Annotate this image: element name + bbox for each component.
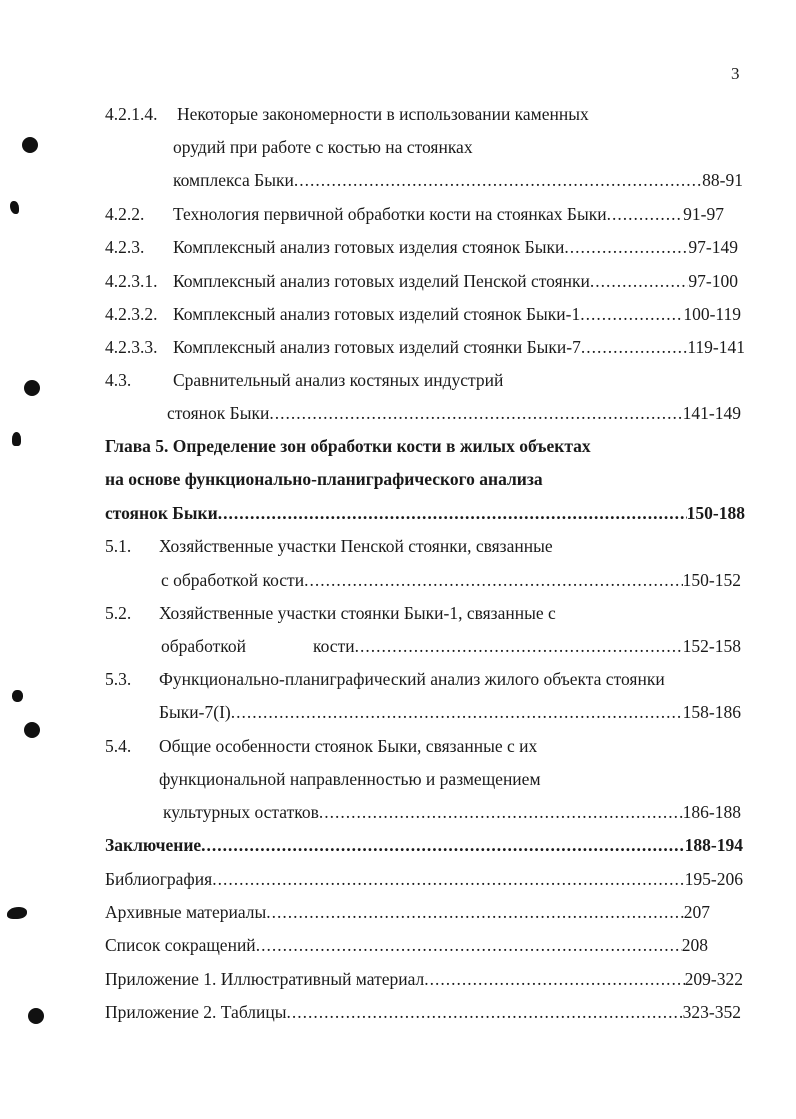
toc-entry-4-3	[105, 367, 503, 393]
toc-entry-appendix-2	[105, 999, 741, 1025]
toc-title: Комплексный анализ готовых изделий стоянки Быки-7	[173, 337, 581, 357]
toc-title: Сравнительный анализ костяных индустрий	[173, 370, 504, 390]
toc-entry-4-2-3-2	[105, 301, 741, 327]
toc-leader	[294, 167, 702, 193]
toc-page: 158-186	[682, 702, 741, 722]
toc-page: 97-100	[688, 271, 738, 291]
scan-mark	[12, 690, 23, 702]
toc-number: 5.4.	[105, 736, 132, 756]
toc-number: 4.2.2.	[105, 204, 145, 224]
toc-line	[161, 567, 741, 593]
toc-leader	[564, 234, 688, 260]
toc-page: 195-206	[684, 869, 743, 889]
toc-line	[163, 799, 741, 825]
toc-page: 97-149	[688, 237, 738, 257]
chapter-5-title-cont	[105, 466, 543, 492]
toc-title: Некоторые закономерности в использовании каменных	[177, 104, 589, 124]
punch-hole-mark	[24, 380, 40, 396]
toc-title: Технология первичной обработки кости на стоянках Быки	[173, 204, 607, 224]
punch-hole-mark	[24, 722, 40, 738]
toc-title: культурных остатков	[163, 802, 319, 822]
toc-leader	[287, 999, 683, 1025]
toc-entry-4-2-2	[105, 201, 724, 227]
toc-title: комплекса Быки	[173, 170, 294, 190]
toc-leader	[212, 866, 684, 892]
punch-hole-mark	[28, 1008, 44, 1024]
toc-leader	[580, 301, 683, 327]
toc-title: Быки-7(I)	[159, 702, 231, 722]
chapter-5-title-end	[105, 500, 745, 526]
scan-mark	[7, 907, 27, 919]
toc-title: Приложение 1. Иллюстративный материал	[105, 969, 425, 989]
toc-leader	[355, 633, 683, 659]
toc-number: 5.2.	[105, 603, 132, 623]
toc-title: орудий при работе с костью на стоянках	[173, 137, 473, 157]
toc-title: с обработкой кости	[161, 570, 305, 590]
toc-title: на основе функционально-планиграфического анализа	[105, 469, 543, 489]
toc-number: 4.3.	[105, 370, 132, 390]
toc-entry-conclusion	[105, 832, 743, 858]
toc-leader	[256, 932, 682, 958]
toc-line	[173, 167, 743, 193]
toc-line	[167, 400, 741, 426]
toc-title: Список сокращений	[105, 935, 256, 955]
toc-page: 150-152	[682, 570, 741, 590]
toc-leader	[304, 567, 683, 593]
toc-title: Заключение	[105, 835, 202, 855]
toc-entry-4-2-1-4	[105, 101, 589, 127]
toc-title: Хозяйственные участки Пенской стоянки, связанные	[159, 536, 553, 556]
toc-number: 4.2.3.1.	[105, 271, 158, 291]
toc-line	[173, 134, 473, 160]
toc-page: 150-188	[686, 503, 745, 523]
toc-title: Хозяйственные участки стоянки Быки-1, связанные с	[159, 603, 556, 623]
toc-line	[159, 766, 541, 792]
toc-page: 88-91	[702, 170, 743, 190]
toc-line	[159, 699, 741, 725]
toc-line	[161, 633, 741, 659]
toc-page: 323-352	[682, 1002, 741, 1022]
toc-title: Комплексный анализ готовых изделий стоянок Быки-1	[173, 304, 581, 324]
toc-title: обработкой	[161, 636, 246, 656]
toc-leader	[269, 400, 682, 426]
toc-page: 209-322	[684, 969, 743, 989]
toc-leader	[201, 832, 685, 858]
toc-page: 91-97	[683, 204, 724, 224]
toc-page: 119-141	[687, 337, 745, 357]
toc-entry-5-2	[105, 600, 556, 626]
toc-leader	[218, 500, 687, 526]
toc-title: Комплексный анализ готовых изделий Пенской стоянки	[173, 271, 590, 291]
toc-page: 141-149	[682, 403, 741, 423]
toc-page: 100-119	[683, 304, 741, 324]
toc-leader	[266, 899, 684, 925]
toc-entry-5-3	[105, 666, 665, 692]
toc-entry-abbreviations	[105, 932, 708, 958]
toc-leader	[319, 799, 683, 825]
toc-entry-appendix-1	[105, 966, 743, 992]
scan-mark	[12, 432, 21, 446]
toc-entry-archive	[105, 899, 710, 925]
scan-mark	[10, 201, 19, 214]
page-number: 3	[731, 64, 740, 83]
toc-entry-4-2-3-3	[105, 334, 745, 360]
toc-title: Функционально-планиграфический анализ жилого объекта стоянки	[159, 669, 665, 689]
toc-number: 5.3.	[105, 669, 132, 689]
toc-title: Приложение 2. Таблицы	[105, 1002, 287, 1022]
toc-leader	[581, 334, 687, 360]
toc-number: 4.2.3.	[105, 237, 145, 257]
toc-leader	[231, 699, 683, 725]
toc-title: Архивные материалы	[105, 902, 267, 922]
toc-entry-bibliography	[105, 866, 743, 892]
toc-page: 152-158	[682, 636, 741, 656]
toc-number: 5.1.	[105, 536, 132, 556]
toc-title: Комплексный анализ готовых изделия стоянок Быки	[173, 237, 565, 257]
toc-leader	[424, 966, 684, 992]
toc-number: 4.2.3.2.	[105, 304, 158, 324]
toc-title: стоянок Быки	[167, 403, 270, 423]
toc-entry-4-2-3-1	[105, 268, 738, 294]
toc-title: Глава 5. Определение зон обработки кости в жилых объектах	[105, 436, 591, 456]
chapter-5-title	[105, 433, 591, 459]
toc-page: 208	[681, 935, 708, 955]
toc-title: функциональной направленностью и размещением	[159, 769, 541, 789]
toc-leader	[607, 201, 684, 227]
punch-hole-mark	[22, 137, 38, 153]
toc-title: кости	[313, 636, 355, 656]
toc-leader	[590, 268, 689, 294]
toc-title: Общие особенности стоянок Быки, связанные с их	[159, 736, 538, 756]
toc-title: Библиография	[105, 869, 213, 889]
toc-number: 4.2.1.4.	[105, 104, 158, 124]
toc-page: 186-188	[682, 802, 741, 822]
toc-entry-5-4	[105, 733, 537, 759]
toc-entry-4-2-3	[105, 234, 738, 260]
toc-page: 188-194	[684, 835, 743, 855]
toc-number: 4.2.3.3.	[105, 337, 158, 357]
toc-entry-5-1	[105, 533, 553, 559]
toc-page: 207	[683, 902, 710, 922]
toc-title: стоянок Быки	[105, 503, 218, 523]
